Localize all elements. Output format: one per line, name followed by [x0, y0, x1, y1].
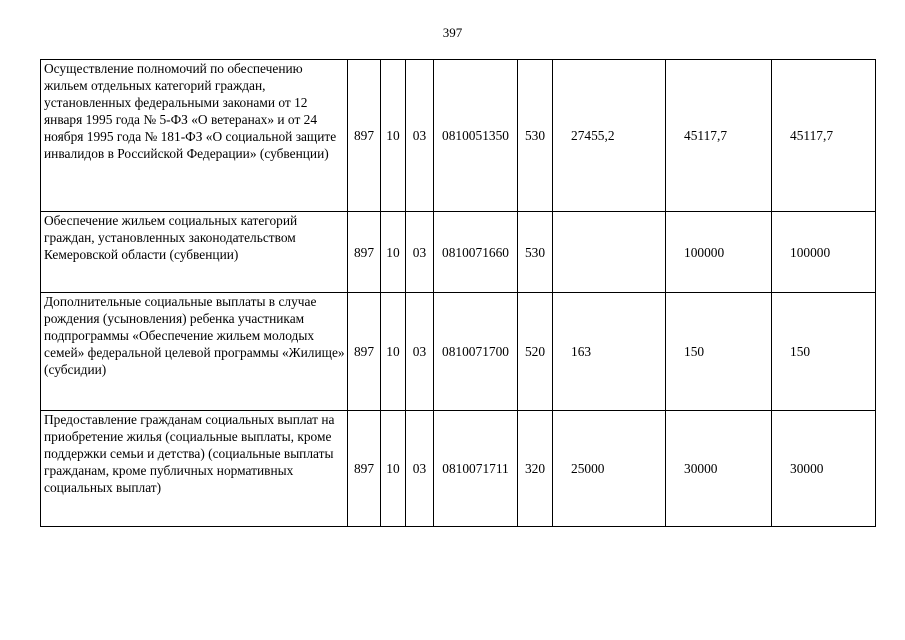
- expense-type-code: 530: [518, 212, 553, 293]
- amount-year-3: 100000: [772, 212, 876, 293]
- subsection-code: 03: [406, 212, 434, 293]
- row-description: Обеспечение жильем социальных категорий граждан, установленных законодательством Кемеровской области (субвенции): [41, 212, 348, 293]
- section-code: 10: [381, 60, 406, 212]
- ministry-code: 897: [348, 411, 381, 527]
- ministry-code: 897: [348, 60, 381, 212]
- subsection-code: 03: [406, 293, 434, 411]
- table-row: [41, 212, 876, 293]
- amount-year-2: 100000: [666, 212, 772, 293]
- target-article-code: 0810071711: [434, 411, 518, 527]
- page-number: 397: [442, 25, 463, 40]
- table-row: [41, 411, 876, 527]
- expense-type-code: 530: [518, 60, 553, 212]
- amount-year-1: 27455,2: [553, 60, 666, 212]
- row-description: Предоставление гражданам социальных выплат на приобретение жилья (социальные выплаты, кроме поддержки семьи и детства) (социальные выплаты гражданам, кроме публичных нормативных социальных выплат): [41, 411, 348, 527]
- subsection-code: 03: [406, 60, 434, 212]
- row-description: Дополнительные социальные выплаты в случае рождения (усыновления) ребенка участникам подпрограммы «Обеспечение жильем молодых семей» федеральной целевой программы «Жилище» (субсидии): [41, 293, 348, 411]
- ministry-code: 897: [348, 212, 381, 293]
- amount-year-1: 163: [553, 293, 666, 411]
- subsection-code: 03: [406, 411, 434, 527]
- amount-year-3: 30000: [772, 411, 876, 527]
- section-code: 10: [381, 411, 406, 527]
- amount-year-3: 150: [772, 293, 876, 411]
- budget-table: [40, 59, 876, 527]
- amount-year-1: [553, 212, 666, 293]
- expense-type-code: 520: [518, 293, 553, 411]
- amount-year-3: 45117,7: [772, 60, 876, 212]
- expense-type-code: 320: [518, 411, 553, 527]
- table-row: [41, 60, 876, 212]
- ministry-code: 897: [348, 293, 381, 411]
- target-article-code: 0810071700: [434, 293, 518, 411]
- amount-year-2: 30000: [666, 411, 772, 527]
- amount-year-2: 150: [666, 293, 772, 411]
- section-code: 10: [381, 293, 406, 411]
- target-article-code: 0810071660: [434, 212, 518, 293]
- table-row: [41, 293, 876, 411]
- row-description: Осуществление полномочий по обеспечению жильем отдельных категорий граждан, установленных федеральными законами от 12 января 1995 года № 5-ФЗ «О ветеранах» и от 24 ноября 1995 года № 181-ФЗ «О социальной защите инвалидов в Российской Федерации» (субвенции): [41, 60, 348, 212]
- amount-year-1: 25000: [553, 411, 666, 527]
- amount-year-2: 45117,7: [666, 60, 772, 212]
- target-article-code: 0810051350: [434, 60, 518, 212]
- section-code: 10: [381, 212, 406, 293]
